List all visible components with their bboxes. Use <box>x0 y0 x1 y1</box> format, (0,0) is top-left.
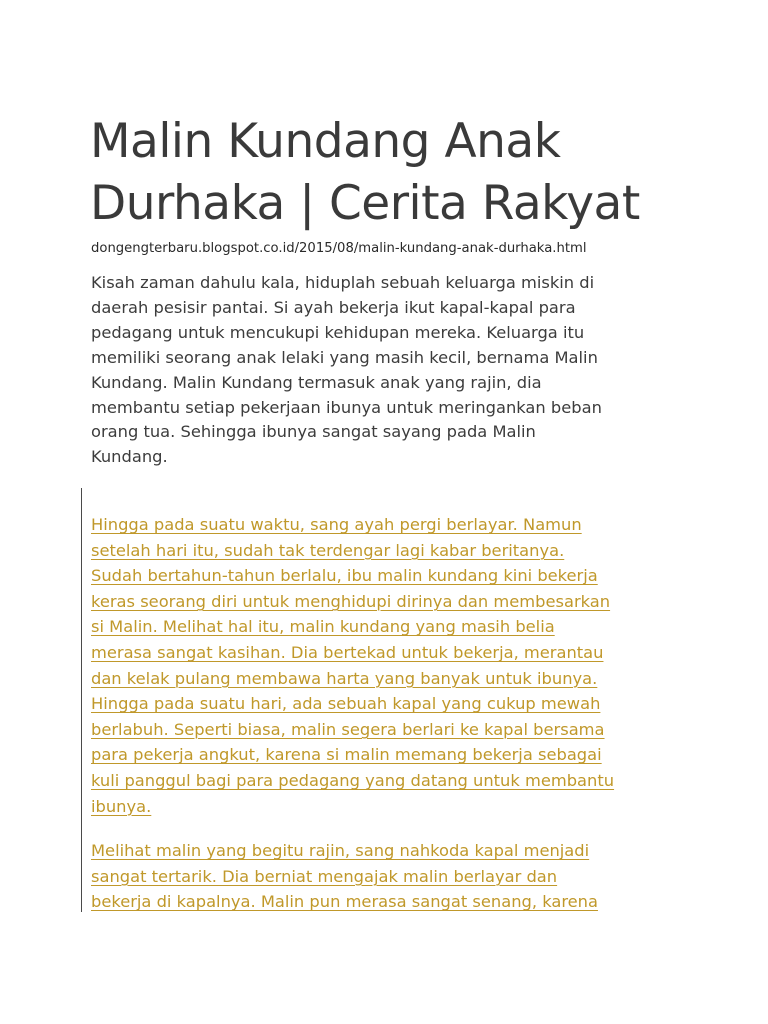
quote-paragraph-2[interactable] <box>91 838 711 915</box>
quote-paragraph-1[interactable] <box>91 512 711 819</box>
intro-line: Kisah zaman dahulu kala, hiduplah sebuah keluarga miskin di <box>91 273 595 292</box>
quote-link-line[interactable]: merasa sangat kasihan. Dia bertekad untuk bekerja, merantau <box>91 642 604 662</box>
quote-link-line[interactable]: sangat tertarik. Dia berniat mengajak malin berlayar dan <box>91 866 558 886</box>
intro-line: daerah pesisir pantai. Si ayah bekerja ikut kapal-kapal para <box>91 297 576 317</box>
intro-line: orang tua. Sehingga ibunya sangat sayang pada Malin <box>91 422 536 442</box>
source-url: dongengterbaru.blogspot.co.id/2015/08/malin-kundang-anak-durhaka.html <box>91 241 587 256</box>
quote-link-line[interactable]: setelah hari itu, sudah tak terdengar lagi kabar beritanya. <box>91 540 565 560</box>
intro-line: membantu setiap pekerjaan ibunya untuk meringankan beban <box>91 397 602 417</box>
quote-link-line[interactable]: si Malin. Melihat hal itu, malin kundang yang masih belia <box>91 617 555 637</box>
quote-link-line[interactable]: dan kelak pulang membawa harta yang banyak untuk ibunya. <box>91 668 598 688</box>
quote-link-line[interactable]: Hingga pada suatu waktu, sang ayah pergi berlayar. Namun <box>91 515 582 534</box>
intro-line: Kundang. Malin Kundang termasuk anak yang rajin, dia <box>91 372 542 392</box>
quote-link-line[interactable]: kuli panggul bagi para pedagang yang datang untuk membantu <box>91 770 615 790</box>
page-title <box>90 111 730 235</box>
quote-link-line[interactable]: berlabuh. Seperti biasa, malin segera berlari ke kapal bersama <box>91 719 605 739</box>
quote-link-line[interactable]: Hingga pada suatu hari, ada sebuah kapal yang cukup mewah <box>91 694 601 714</box>
intro-line: pedagang untuk mencukupi kehidupan mereka. Keluarga itu <box>91 322 585 342</box>
blockquote-bar <box>81 488 82 912</box>
quote-link-line[interactable]: Melihat malin yang begitu rajin, sang nahkoda kapal menjadi <box>91 841 590 860</box>
intro-line: Kundang. <box>91 447 168 467</box>
quote-link-line[interactable]: Sudah bertahun-tahun berlalu, ibu malin kundang kini bekerja <box>91 566 598 586</box>
quote-link-line[interactable]: ibunya. <box>91 796 152 816</box>
intro-paragraph <box>91 271 691 470</box>
quote-link-line[interactable]: bekerja di kapalnya. Malin pun merasa sangat senang, karena <box>91 892 598 912</box>
quote-link-line[interactable]: para pekerja angkut, karena si malin memang bekerja sebagai <box>91 745 602 765</box>
title-line: Malin Kundang Anak <box>90 114 561 169</box>
quote-link-line[interactable]: keras seorang diri untuk menghidupi dirinya dan membesarkan <box>91 591 611 611</box>
title-line: Durhaka | Cerita Rakyat <box>90 176 640 231</box>
intro-line: memiliki seorang anak lelaki yang masih kecil, bernama Malin <box>91 347 598 367</box>
